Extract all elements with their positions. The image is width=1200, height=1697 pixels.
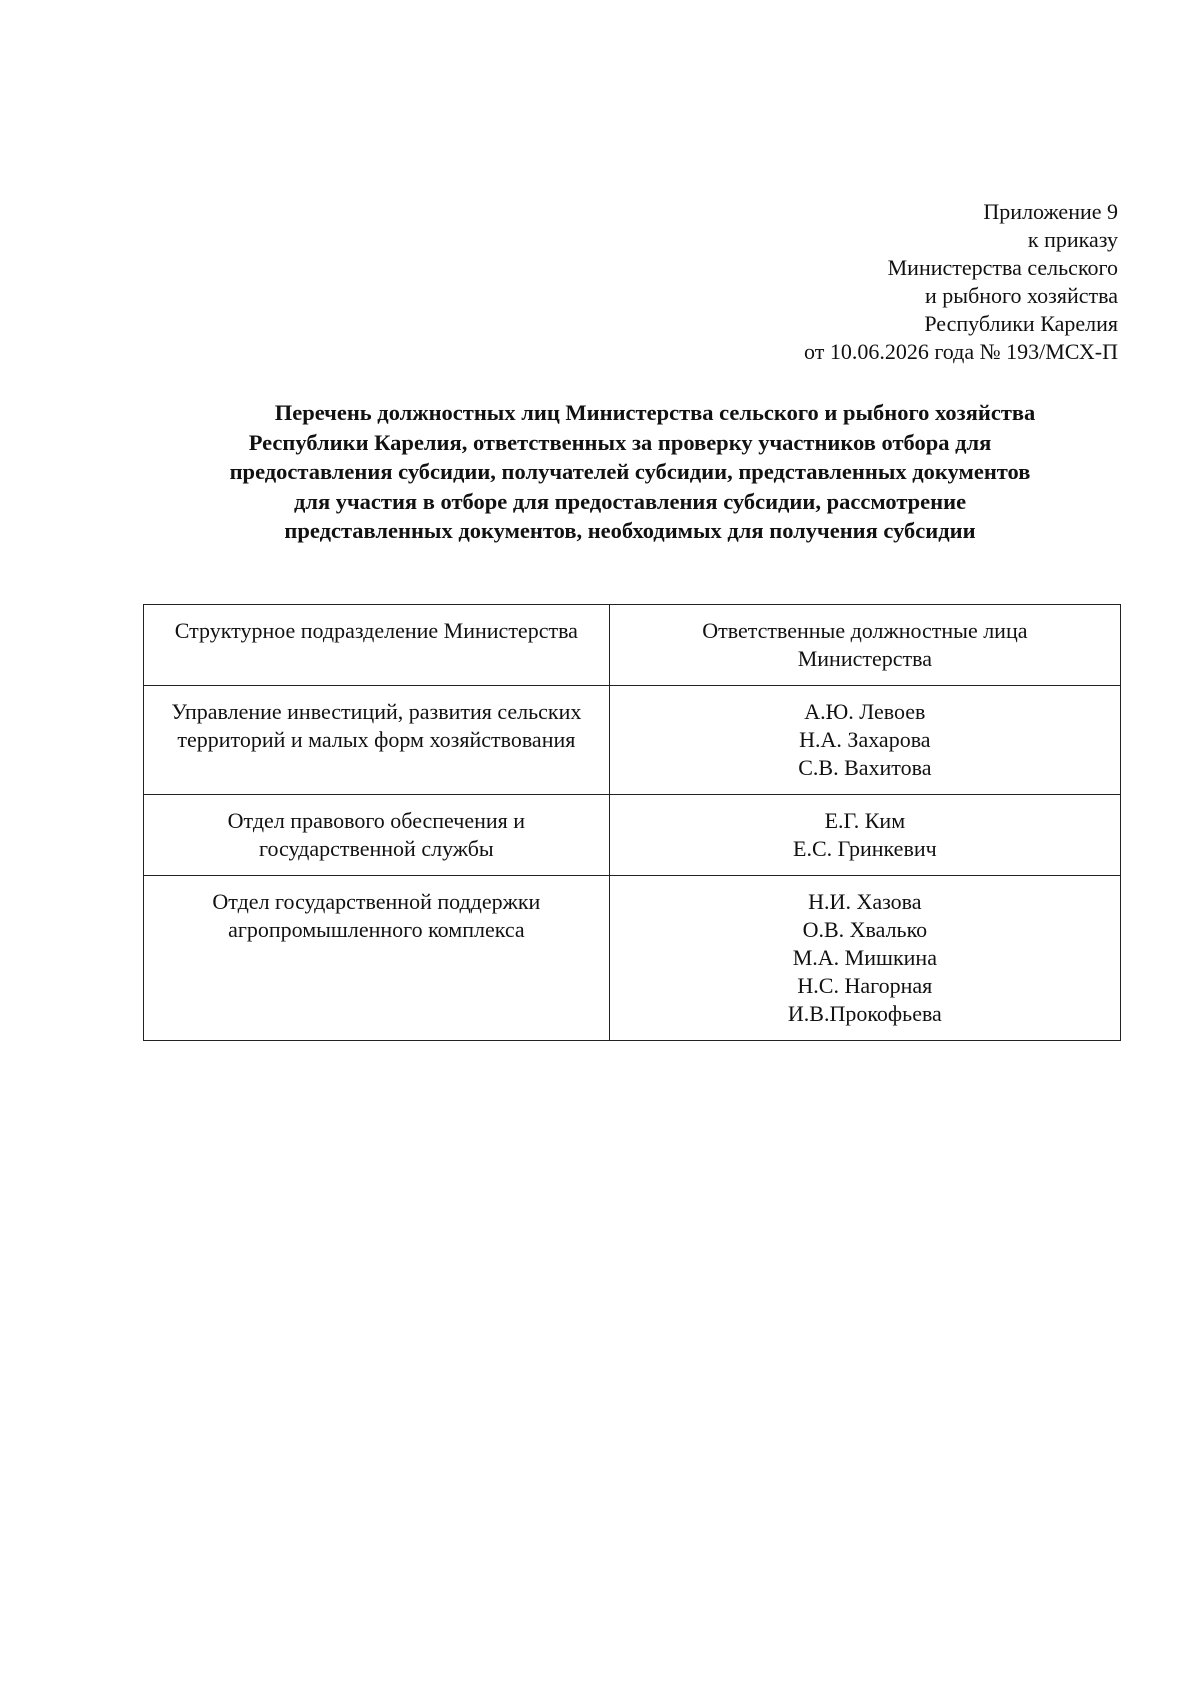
official-name: Н.С. Нагорная (797, 973, 933, 998)
header-officials-text: Министерства (797, 646, 932, 671)
document-title (140, 398, 1120, 546)
officials-cell (609, 876, 1120, 1041)
appendix-ministry-line-1: Министерства сельского (887, 255, 1118, 280)
table-row (144, 795, 1121, 876)
header-division-text: Структурное подразделение Министерства (174, 618, 578, 643)
official-name: А.Ю. Левоев (804, 699, 926, 724)
title-line: для участия в отборе для предоставления субсидии, рассмотрение (293, 488, 967, 514)
appendix-republic: Республики Карелия (924, 311, 1118, 336)
division-name: территорий и малых форм хозяйствования (177, 727, 576, 752)
officials-table (143, 604, 1121, 1041)
appendix-number: Приложение 9 (983, 199, 1118, 224)
header-division (144, 605, 610, 686)
title-line: предоставления субсидии, получателей субсидии, представленных документов (229, 459, 1031, 484)
official-name: Н.И. Хазова (808, 889, 922, 914)
division-name: государственной службы (259, 836, 494, 861)
division-cell (144, 795, 610, 876)
table-header-row (144, 605, 1121, 686)
title-line: представленных документов, необходимых для получения субсидии (284, 518, 976, 543)
appendix-order-date-number: от 10.06.2026 года № 193/МСХ-П (804, 339, 1118, 364)
title-line: Республики Карелия, ответственных за проверку участников отбора для (248, 429, 992, 455)
division-cell (144, 686, 610, 795)
officials-cell (609, 795, 1120, 876)
official-name: И.В.Прокофьева (787, 1001, 942, 1026)
official-name: Е.С. Гринкевич (793, 836, 937, 861)
appendix-reference (804, 198, 1118, 366)
title-line: Перечень должностных лиц Министерства сельского и рыбного хозяйства (274, 400, 1036, 425)
division-name: Отдел государственной поддержки (212, 889, 541, 914)
official-name: С.В. Вахитова (798, 755, 932, 780)
division-name: Отдел правового обеспечения и (227, 808, 526, 833)
table-row (144, 876, 1121, 1041)
official-name: О.В. Хвалько (802, 917, 928, 942)
table-row (144, 686, 1121, 795)
official-name: Н.А. Захарова (799, 727, 931, 752)
appendix-ministry-line-2: и рыбного хозяйства (925, 283, 1118, 308)
official-name: Е.Г. Ким (824, 808, 906, 833)
header-officials-text: Ответственные должностные лица (702, 618, 1028, 643)
division-name: Управление инвестиций, развития сельских (171, 699, 582, 724)
official-name: М.А. Мишкина (792, 945, 937, 970)
division-name: агропромышленного комплекса (228, 917, 525, 942)
officials-cell (609, 686, 1120, 795)
appendix-order-ref: к приказу (1027, 227, 1118, 252)
division-cell (144, 876, 610, 1041)
header-officials (609, 605, 1120, 686)
